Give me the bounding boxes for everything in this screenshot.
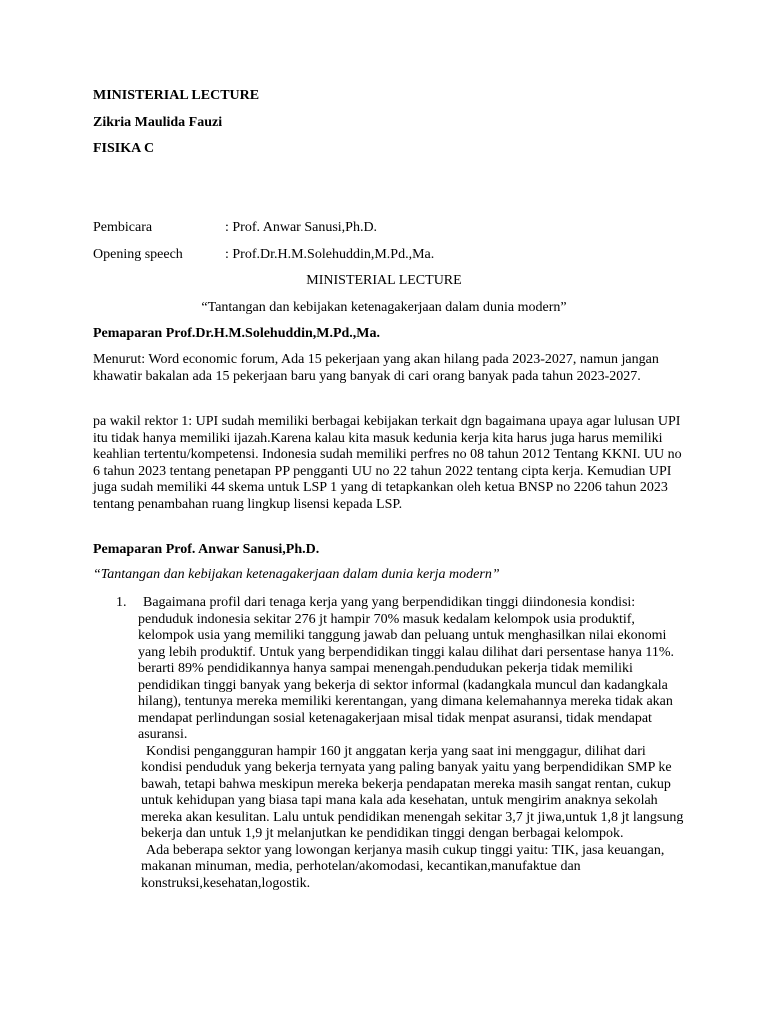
document-title: MINISTERIAL LECTURE [93, 88, 260, 103]
section-heading-anwar-sanusi: Pemaparan Prof. Anwar Sanusi,Ph.D. [93, 542, 320, 557]
class-name: FISIKA C [93, 141, 155, 156]
section-heading-solehuddin: Pemaparan Prof.Dr.H.M.Solehuddin,M.Pd.,Ma. [93, 326, 381, 341]
opening-speech-label: Opening speech [93, 247, 183, 262]
list-item-text-sectors: Ada beberapa sektor yang lowongan kerjanya masih cukup tinggi yaitu: TIK, jasa keuangan, makanan minuman, media, perhotelan/akomodasi, kecantikan,manufaktue dan konstruksi,kesehatan,logostik. [141, 842, 665, 891]
center-subtitle: “Tantangan dan kebijakan ketenagakerjaan dalam dunia modern” [201, 300, 567, 315]
paragraph-wakil-rektor: pa wakil rektor 1: UPI sudah memiliki berbagai kebijakan terkait dgn bagaimana upaya agar lulusan UPI itu tidak hanya memiliki ijazah.Karena kalau kita masuk kedunia kerja kita harus juga harus memiliki keahlian tertentu/kompetensi. Indonesia sudah memiliki perfres no 08 tahun 2012 Tentang KKNI. UU no 6 tahun 2023 tentang penetapan PP pengganti UU no 22 tahun 2022 tentang cipta kerja. Kemudian UPI juga sudah memiliki 44 skema untuk LSP 1 yang di tetapkankan oleh ketua BNSP no 2206 tahun 2023 tentang penambahan ruang lingkup lisensi kepada LSP. [93, 414, 682, 512]
speaker-value: : Prof. Anwar Sanusi,Ph.D. [225, 220, 378, 235]
opening-speech-value: : Prof.Dr.H.M.Solehuddin,M.Pd.,Ma. [225, 247, 435, 262]
list-item-paragraph-profile [138, 595, 688, 892]
author-name: Zikria Maulida Fauzi [93, 115, 223, 130]
section-subtitle-italic: “Tantangan dan kebijakan ketenagakerjaan dalam dunia kerja modern” [93, 567, 500, 582]
list-item-text-profile: Bagaimana profil dari tenaga kerja yang yang berpendidikan tinggi diindonesia kondisi: penduduk indonesia sekitar 276 jt hampir 70% masuk kedalam kelompok usia produktif, kelompok usia yang memiliki tanggung jawab dan peluang untuk menghasilkan nilai ekonomi yang lebih produktif. Untuk yang berpendidikan tinggi kalau dilihat dari persentase hanya 11%. berarti 89% pendidikannya hanya sampai menengah.pendudukan pekerja tidak memiliki pendidikan tinggi banyak yang bekerja di sektor informal (kadangkala muncul dan kadangkala hilang), tentunya mereka memiliki kerentangan, yang dimana kelemahannya mereka tidak akan mendapat perlindungan sosial ketenagakerjaan misal tidak menpat asuransi, tidak mendapat asuransi. [138, 595, 675, 742]
list-item-number: 1. [116, 595, 127, 610]
center-title: MINISTERIAL LECTURE [306, 273, 462, 288]
speaker-label: Pembicara [93, 220, 153, 235]
list-item-text-unemployment: Kondisi pengangguran hampir 160 jt anggatan kerja yang saat ini menggagur, dilihat dari kondisi penduduk yang bekerja ternyata yang paling banyak yaitu yang berpendidikan SMP ke bawah, tetapi bahwa meskipun mereka bekerja pendapatan mereka masih sangat rentan, cukup untuk kehidupan yang biasa tapi mana kala ada kesehatan, untuk mengirim anaknya sekolah mereka akan kesulitan. Lalu untuk pendidikan menengah sekitar 3,7 jt jiwa,untuk 1,8 jt langsung bekerja dan untuk 1,9 jt melanjutkan ke pendidikan tinggi dengan berbagai kelompok. [141, 743, 684, 841]
paragraph-world-economic-forum: Menurut: Word economic forum, Ada 15 pekerjaan yang akan hilang pada 2023-2027, namun jangan khawatir bakalan ada 15 pekerjaan baru yang banyak di cari orang banyak pada tahun 2023-2027. [93, 352, 659, 384]
